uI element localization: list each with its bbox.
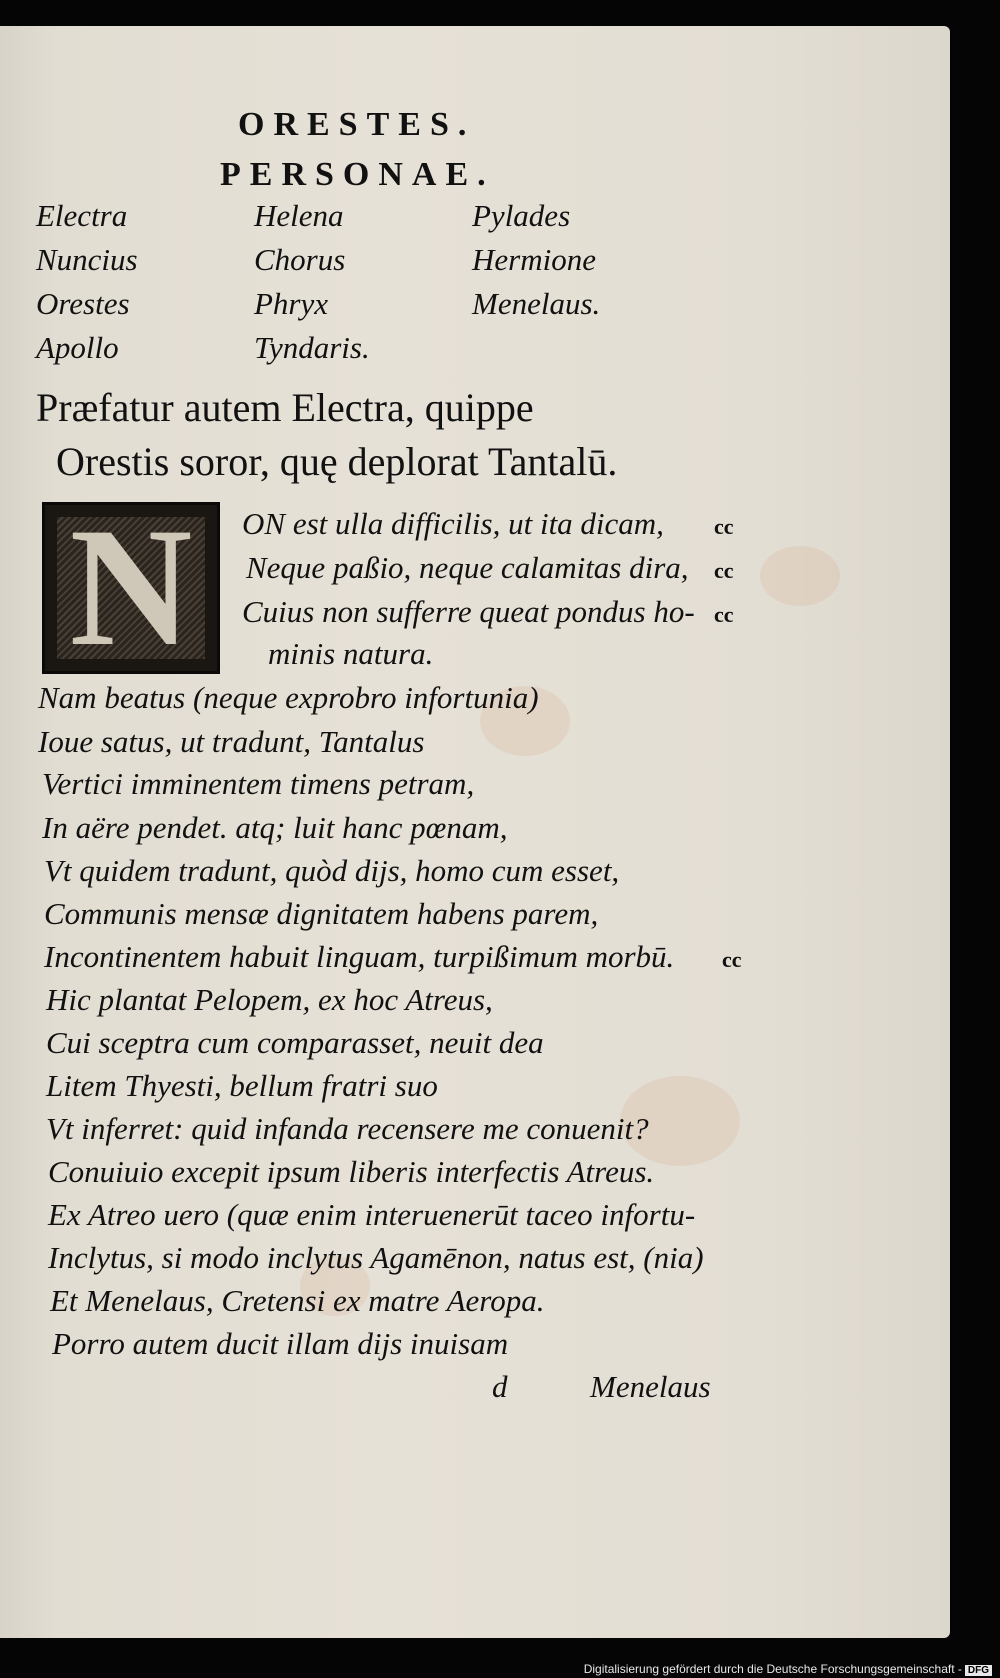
margin-mark: cc <box>722 947 742 972</box>
margin-mark: cc <box>714 558 734 583</box>
initial-letter: N <box>69 493 193 681</box>
section-title: PERSONAE. <box>220 156 495 193</box>
credit-text: Digitalisierung gefördert durch die Deutsche Forschungsgemeinschaft - <box>583 1662 962 1676</box>
text-line: Nam beatus (neque exprobro infortunia) <box>38 680 539 715</box>
preface-line-1: Præfatur autem Electra, quippe <box>36 385 534 430</box>
cast-name: Nuncius <box>36 242 138 277</box>
cast-name: Helena <box>254 198 344 233</box>
text-line: Et Menelaus, Cretensi ex matre Aeropa. <box>50 1283 545 1318</box>
text-line: Ioue satus, ut tradunt, Tantalus <box>38 724 425 759</box>
cast-name: Apollo <box>36 330 119 365</box>
cast-name: Electra <box>36 198 128 233</box>
cast-name: Orestes <box>36 286 130 321</box>
text-line: Ex Atreo uero (quæ enim interuenerūt taceo infortu- <box>48 1197 696 1232</box>
text-line: Neque paßio, neque calamitas dira, <box>246 550 689 585</box>
preface-line-2: Orestis soror, quę deplorat Tantalū. <box>56 439 618 484</box>
text-line: Vt quidem tradunt, quòd dijs, homo cum esset, <box>44 853 620 888</box>
text-line: Incontinentem habuit linguam, turpißimum morbū. <box>44 939 675 974</box>
text-line: Hic plantat Pelopem, ex hoc Atreus, <box>46 982 493 1017</box>
text-line: In aëre pendet. atq; luit hanc pœnam, <box>42 810 508 845</box>
text-line: Conuiuio excepit ipsum liberis interfectis Atreus. <box>48 1154 655 1189</box>
signature-mark: d <box>492 1369 508 1404</box>
text-line: Cuius non sufferre queat pondus ho- <box>242 594 695 629</box>
cast-name: Phryx <box>254 286 329 321</box>
margin-mark: cc <box>714 602 734 627</box>
decorated-initial <box>42 493 220 681</box>
cast-name: Tyndaris. <box>254 330 370 365</box>
play-title: ORESTES. <box>238 106 476 143</box>
margin-mark: cc <box>714 514 734 539</box>
text-line: Communis mensæ dignitatem habens parem, <box>44 896 599 931</box>
cast-name: Chorus <box>254 242 346 277</box>
text-line: Litem Thyesti, bellum fratri suo <box>46 1068 438 1103</box>
text-line: ON est ulla difficilis, ut ita dicam, <box>242 506 664 541</box>
cast-name: Pylades <box>472 198 571 233</box>
text-line: Vertici imminentem timens petram, <box>42 766 475 801</box>
cast-name: Hermione <box>472 242 596 277</box>
text-line: Porro autem ducit illam dijs inuisam <box>52 1326 509 1361</box>
text-line: Inclytus, si modo inclytus Agamēnon, natus est, (nia) <box>48 1240 704 1275</box>
text-line: Vt inferret: quid infanda recensere me conuenit? <box>46 1111 649 1146</box>
dfg-logo: DFG <box>965 1665 992 1676</box>
text-line: minis natura. <box>268 636 434 671</box>
digitization-credit <box>584 1662 992 1676</box>
catchword: Menelaus <box>590 1369 711 1404</box>
cast-name: Menelaus. <box>472 286 601 321</box>
text-line: Cui sceptra cum comparasset, neuit dea <box>46 1025 544 1060</box>
